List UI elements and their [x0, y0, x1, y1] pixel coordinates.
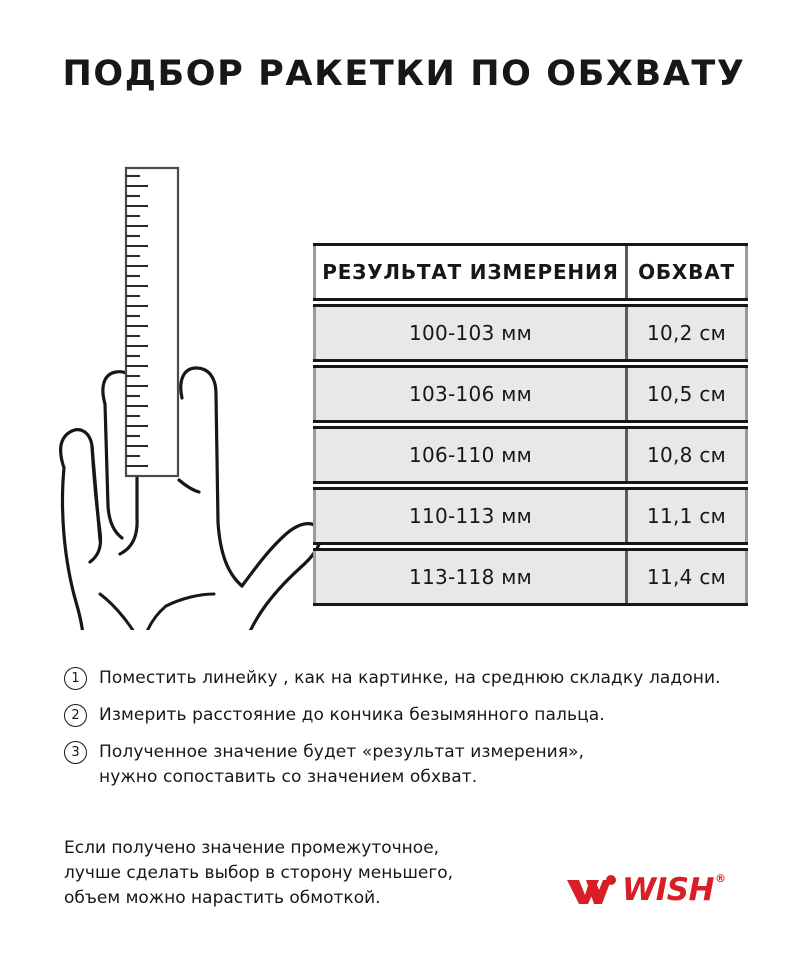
wish-wordmark: WISH: [622, 871, 714, 908]
list-item: [64, 740, 764, 790]
table-row: [313, 487, 748, 545]
table-cell-result: 103-106 мм: [313, 368, 625, 420]
step-text: [99, 666, 721, 691]
table-row: [313, 426, 748, 484]
registered-trademark-icon: ®: [715, 872, 726, 885]
step-text: [99, 740, 584, 790]
wish-logo: [566, 868, 726, 912]
list-item: [64, 666, 764, 691]
table-header-row: [313, 243, 748, 301]
ruler-graphic: [126, 168, 178, 476]
hand-outline-path: [61, 368, 321, 630]
step-number-badge: 1: [64, 667, 87, 690]
step-line-1: Измерить расстояние до кончика безымянного пальца.: [99, 705, 605, 725]
step-number-badge: 2: [64, 704, 87, 727]
table-cell-girth: 10,2 см: [625, 307, 748, 359]
table-row: [313, 365, 748, 423]
size-chart-table: [313, 243, 748, 606]
table-cell-result: 100-103 мм: [313, 307, 625, 359]
table-cell-result: 110-113 мм: [313, 490, 625, 542]
step-number-badge: 3: [64, 741, 87, 764]
step-line-1: Поместить линейку , как на картинке, на среднюю складку ладони.: [99, 668, 721, 688]
palm-crease-lines: [100, 594, 214, 630]
list-item: [64, 703, 764, 728]
page-title: ПОДБОР РАКЕТКИ ПО ОБХВАТУ: [62, 54, 746, 94]
table-cell-girth: 11,4 см: [625, 551, 748, 603]
table-cell-girth: 11,1 см: [625, 490, 748, 542]
footnote-line-3: объем можно нарастить обмоткой.: [64, 888, 381, 908]
table-header-result: РЕЗУЛЬТАТ ИЗМЕРЕНИЯ: [313, 246, 625, 298]
step-text: [99, 703, 605, 728]
table-row: [313, 304, 748, 362]
table-cell-result: 106-110 мм: [313, 429, 625, 481]
step-line-2: нужно сопоставить со значением обхват.: [99, 767, 478, 787]
footnote-text: [64, 836, 453, 911]
footnote-line-1: Если получено значение промежуточное,: [64, 838, 440, 858]
hand-with-ruler-illustration: [42, 150, 322, 630]
table-cell-girth: 10,5 см: [625, 368, 748, 420]
table-cell-result: 113-118 мм: [313, 551, 625, 603]
step-line-1: Полученное значение будет «результат измерения»,: [99, 742, 585, 762]
table-row: [313, 548, 748, 606]
table-cell-girth: 10,8 см: [625, 429, 748, 481]
footnote-line-2: лучше сделать выбор в сторону меньшего,: [64, 863, 454, 883]
table-header-girth: ОБХВАТ: [625, 246, 748, 298]
instruction-steps: [64, 666, 764, 802]
wish-w-mark-icon: [566, 873, 618, 907]
